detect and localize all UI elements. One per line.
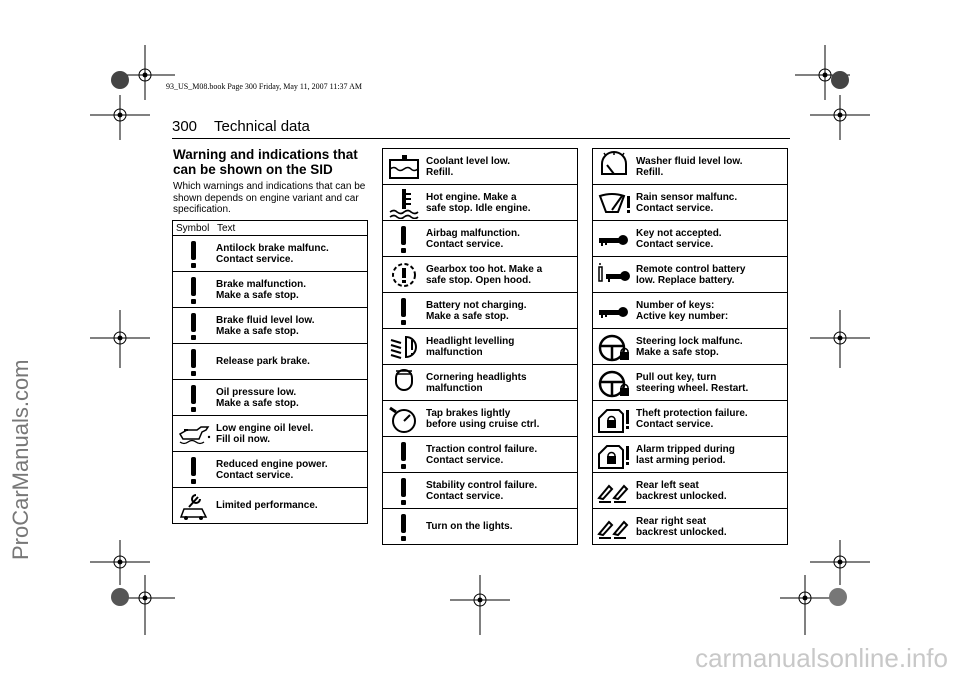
warning-text-line: malfunction <box>426 382 483 394</box>
symbol-cell <box>593 185 635 221</box>
warning-row <box>593 257 788 293</box>
warning-text-line: Active key number: <box>636 310 729 322</box>
warning-text-line: Gearbox too hot. Make a <box>426 263 543 275</box>
exclamation-icon <box>176 381 212 414</box>
warning-text-line: Low engine oil level. <box>216 422 314 434</box>
warning-text-cell <box>214 236 368 272</box>
warning-row <box>173 380 368 416</box>
warning-text-cell <box>424 329 578 365</box>
symbol-cell <box>383 437 425 473</box>
warning-text-line: Reduced engine power. <box>216 458 328 470</box>
warning-text-line: Hot engine. Make a <box>426 191 517 203</box>
page-number: 300 <box>172 118 198 135</box>
warning-text-cell <box>214 452 368 488</box>
footer-watermark: carmanualsonline.info <box>695 643 948 673</box>
warning-text-line: Make a safe stop. <box>636 346 719 358</box>
warning-text-line: Tap brakes lightly <box>426 407 511 419</box>
exclamation-icon <box>176 309 212 342</box>
warning-text-cell <box>634 509 788 545</box>
key-icon <box>596 222 632 255</box>
warning-text-line: Make a safe stop. <box>216 325 299 337</box>
warning-text-line: Coolant level low. <box>426 155 511 167</box>
warning-text-line: malfunction <box>426 346 483 358</box>
warning-row <box>593 401 788 437</box>
header-rule <box>172 138 790 139</box>
warning-text-cell <box>634 365 788 401</box>
warning-text-line: Contact service. <box>426 490 504 502</box>
key-battery-icon <box>596 258 632 291</box>
warning-text-line: Steering lock malfunc. <box>636 335 743 347</box>
symbol-cell <box>173 236 215 272</box>
warning-text-line: Contact service. <box>636 418 714 430</box>
warning-text-cell <box>634 329 788 365</box>
steering-lock-icon <box>596 330 632 363</box>
warning-text-cell <box>424 257 578 293</box>
warning-text-line: Theft protection failure. <box>636 407 748 419</box>
warning-row <box>383 257 578 293</box>
car-lock-warning-icon <box>596 438 632 471</box>
warning-text-line: Limited performance. <box>216 500 318 511</box>
warning-text-line: backrest unlocked. <box>636 490 727 502</box>
warning-text-line: Contact service. <box>426 454 504 466</box>
rain-sensor-icon <box>596 186 632 219</box>
warning-text-line: low. Replace battery. <box>636 274 735 286</box>
warning-row <box>593 221 788 257</box>
warning-text-line: Rear left seat <box>636 479 699 491</box>
warning-row <box>593 509 788 545</box>
warning-row <box>173 308 368 344</box>
warning-text-line: Cornering headlights <box>426 371 527 383</box>
warning-text-line: Turn on the lights. <box>426 521 513 532</box>
warning-text-cell <box>424 221 578 257</box>
warning-text-line: Remote control battery <box>636 263 746 275</box>
warning-row <box>593 329 788 365</box>
warning-row <box>383 473 578 509</box>
warning-row <box>383 185 578 221</box>
symbol-cell <box>383 401 425 437</box>
exclamation-icon <box>386 222 422 255</box>
symbol-cell <box>173 272 215 308</box>
symbol-cell <box>383 509 425 545</box>
side-watermark: ProCarManuals.com <box>8 359 33 560</box>
coolant-temp-icon <box>386 186 422 219</box>
warning-text-line: Brake fluid level low. <box>216 314 315 326</box>
warning-text-line: Refill. <box>636 166 664 178</box>
symbol-cell <box>173 416 215 452</box>
symbol-cell <box>383 329 425 365</box>
warning-row <box>383 221 578 257</box>
warning-text-cell <box>634 149 788 185</box>
warning-row <box>383 401 578 437</box>
warning-text-cell <box>634 293 788 329</box>
warning-text-line: Contact service. <box>426 238 504 250</box>
symbol-header: Symbol <box>173 221 215 236</box>
warning-text-line: safe stop. Open hood. <box>426 274 532 286</box>
symbol-cell <box>593 257 635 293</box>
warning-text-line: Contact service. <box>216 469 294 481</box>
symbol-cell <box>593 293 635 329</box>
warning-text-cell <box>214 488 368 524</box>
warning-text-line: Battery not charging. <box>426 299 527 311</box>
warning-text-cell <box>424 185 578 221</box>
warning-row <box>383 293 578 329</box>
symbol-cell <box>593 221 635 257</box>
warning-text-cell <box>634 257 788 293</box>
warning-text-cell <box>634 401 788 437</box>
book-info-line: 93_US_M08.book Page 300 Friday, May 11, 2007 11:37 AM <box>166 82 362 91</box>
symbol-cell <box>383 365 425 401</box>
warning-row <box>593 293 788 329</box>
symbol-cell <box>383 473 425 509</box>
warning-text-cell <box>214 272 368 308</box>
warning-text-cell <box>214 308 368 344</box>
symbol-cell <box>383 293 425 329</box>
text-header: Text <box>214 221 368 236</box>
warning-text-line: Antilock brake malfunc. <box>216 242 329 254</box>
warning-row <box>383 365 578 401</box>
warning-text-line: Stability control failure. <box>426 479 538 491</box>
warning-text-cell <box>424 401 578 437</box>
washer-fluid-icon <box>596 150 632 183</box>
symbol-cell <box>593 509 635 545</box>
symbol-cell <box>593 401 635 437</box>
warning-row <box>383 509 578 545</box>
exclamation-icon <box>176 345 212 378</box>
headlight-level-icon <box>386 330 422 363</box>
warning-text-line: Refill. <box>426 166 454 178</box>
seat-backrest-icon <box>596 510 632 543</box>
warning-row <box>383 437 578 473</box>
symbol-cell <box>383 257 425 293</box>
car-lock-warning-icon <box>596 402 632 435</box>
warning-text-line: Rain sensor malfunc. <box>636 191 738 203</box>
warning-row <box>173 344 368 380</box>
symbol-cell <box>173 308 215 344</box>
warning-text-cell <box>634 221 788 257</box>
warning-text-line: before using cruise ctrl. <box>426 418 540 430</box>
warning-text-cell <box>424 509 578 545</box>
warning-text-line: Make a safe stop. <box>216 397 299 409</box>
warning-text-cell <box>424 473 578 509</box>
intro-paragraph: Which warnings and indications that can be shown depends on engine variant and car specification. <box>173 181 366 215</box>
section-heading: Warning and indications that can be shown on the SID <box>173 147 358 177</box>
exclamation-icon <box>386 474 422 507</box>
warning-text-cell <box>634 437 788 473</box>
symbol-cell <box>383 185 425 221</box>
warning-row <box>593 365 788 401</box>
warning-text-line: steering wheel. Restart. <box>636 382 749 394</box>
warning-row <box>383 149 578 185</box>
exclamation-icon <box>386 510 422 543</box>
symbol-cell <box>173 488 215 524</box>
warning-text-line: Contact service. <box>636 238 714 250</box>
symbol-cell <box>173 344 215 380</box>
warning-text-line: Rear right seat <box>636 515 707 527</box>
symbol-cell <box>593 437 635 473</box>
symbol-cell <box>593 365 635 401</box>
cornering-light-icon <box>386 366 422 399</box>
exclamation-icon <box>386 438 422 471</box>
warning-table-1 <box>172 220 368 524</box>
symbol-cell <box>593 329 635 365</box>
warning-text-cell <box>214 380 368 416</box>
coolant-tank-icon <box>386 150 422 183</box>
table-header-row <box>173 221 368 236</box>
warning-text-line: Oil pressure low. <box>216 386 297 398</box>
warning-text-line: Traction control failure. <box>426 443 538 455</box>
warning-text-line: Release park brake. <box>216 356 310 367</box>
warning-text-cell <box>214 344 368 380</box>
warning-text-line: Pull out key, turn <box>636 371 717 383</box>
warning-text-cell <box>214 416 368 452</box>
warning-text-line: Number of keys: <box>636 299 715 311</box>
warning-text-line: Brake malfunction. <box>216 278 307 290</box>
symbol-cell <box>593 473 635 509</box>
warning-text-line: Make a safe stop. <box>426 310 509 322</box>
warning-row <box>383 329 578 365</box>
warning-row <box>593 185 788 221</box>
warning-table-2 <box>382 148 578 545</box>
symbol-cell <box>383 149 425 185</box>
symbol-cell <box>173 380 215 416</box>
warning-row <box>173 488 368 524</box>
warning-text-line: Airbag malfunction. <box>426 227 520 239</box>
warning-text-line: Contact service. <box>636 202 714 214</box>
warning-text-line: last arming period. <box>636 454 726 466</box>
warning-text-line: Washer fluid level low. <box>636 155 743 167</box>
exclamation-icon <box>386 294 422 327</box>
warning-text-line: Key not accepted. <box>636 227 722 239</box>
exclamation-icon <box>176 237 212 270</box>
warning-text-cell <box>424 293 578 329</box>
warning-text-line: Headlight levelling <box>426 335 515 347</box>
warning-row <box>173 452 368 488</box>
symbol-cell <box>593 149 635 185</box>
warning-row <box>593 473 788 509</box>
warning-row <box>173 416 368 452</box>
warning-text-line: Fill oil now. <box>216 433 271 445</box>
warning-text-line: Contact service. <box>216 253 294 265</box>
key-icon <box>596 294 632 327</box>
warning-text-line: Alarm tripped during <box>636 443 735 455</box>
wrench-car-icon <box>176 489 212 522</box>
warning-table-3 <box>592 148 788 545</box>
symbol-cell <box>383 221 425 257</box>
exclamation-icon <box>176 273 212 306</box>
warning-row <box>173 272 368 308</box>
warning-row <box>173 236 368 272</box>
warning-text-cell <box>634 185 788 221</box>
page-title: Technical data <box>214 118 310 135</box>
exclamation-icon <box>176 453 212 486</box>
warning-text-cell <box>424 149 578 185</box>
warning-text-line: safe stop. Idle engine. <box>426 202 531 214</box>
warning-text-line: Make a safe stop. <box>216 289 299 301</box>
gearbox-temp-icon <box>386 258 422 291</box>
steering-lock-icon <box>596 366 632 399</box>
seat-backrest-icon <box>596 474 632 507</box>
warning-text-cell <box>424 365 578 401</box>
oil-can-icon <box>176 417 212 450</box>
cruise-control-icon <box>386 402 422 435</box>
warning-text-cell <box>424 437 578 473</box>
warning-text-line: backrest unlocked. <box>636 526 727 538</box>
warning-row <box>593 437 788 473</box>
warning-row <box>593 149 788 185</box>
symbol-cell <box>173 452 215 488</box>
warning-text-cell <box>634 473 788 509</box>
